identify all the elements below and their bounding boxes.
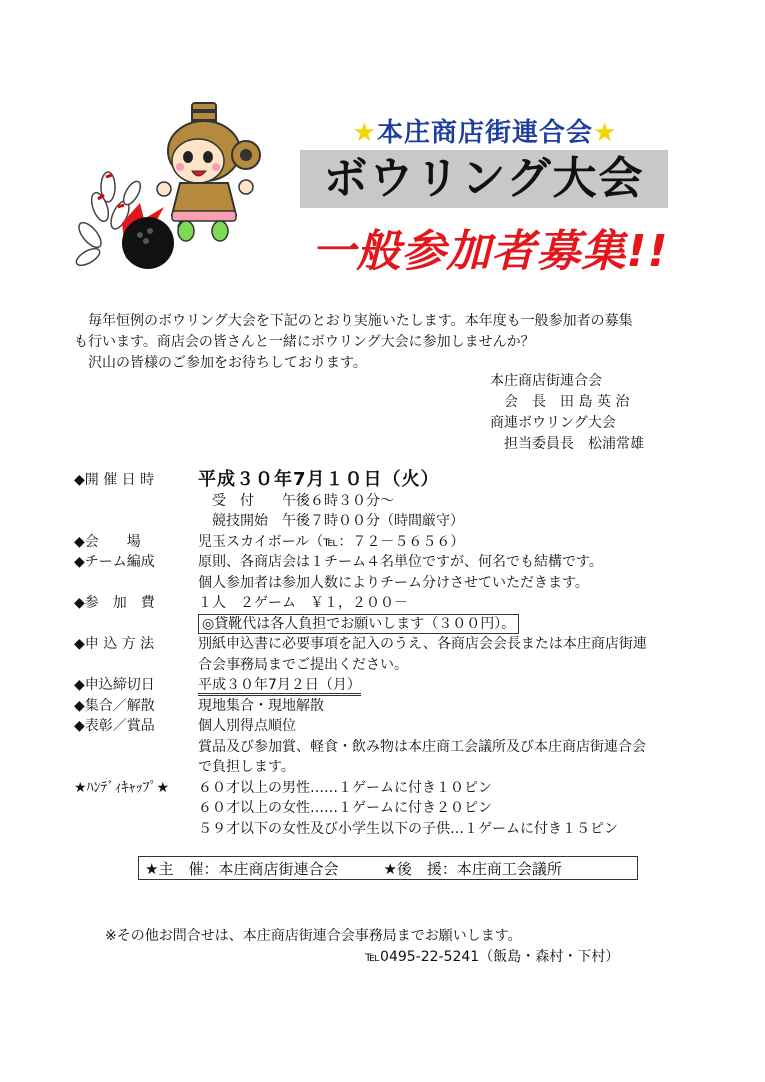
intro-line: も行います。商店会の皆さんと一緒にボウリング大会に参加しませんか？	[74, 334, 535, 350]
shoe-rental-note: ◎貸靴代は各人負担でお願いします（３００円）。	[198, 614, 519, 634]
signature-person: 担当委員長 松浦常雄	[490, 436, 644, 452]
fee-label: ◆参 加 費	[74, 595, 155, 611]
support-text: ★後 援：本庄商工会議所	[383, 860, 562, 878]
bowling-mascot-illustration	[60, 95, 290, 285]
detail-row-reception	[74, 491, 714, 532]
detail-row-fee	[74, 593, 714, 634]
gather-value: 現地集合・現地解散	[198, 697, 324, 714]
signature-org: 本庄商店街連合会	[490, 373, 602, 389]
venue-value: 児玉スカイボール（℡：７２－５６５６）	[198, 533, 465, 550]
reception-time: 受 付 午後６時３０分～	[198, 492, 394, 509]
award-line: 賞品及び参加賞、軽食・飲み物は本庄商工会議所及び本庄商店街連合会	[198, 738, 646, 755]
handicap-line: ６０才以上の男性……１ゲームに付き１０ピン	[198, 779, 492, 796]
contact-tel: ℡0495-22-5241（飯島・森村・下村）	[365, 949, 620, 965]
team-label: ◆チーム編成	[74, 554, 155, 570]
venue-label: ◆会 場	[74, 533, 141, 550]
organizer-title	[300, 112, 670, 149]
recruit-title: 一般参加者募集!!	[311, 226, 669, 277]
event-details	[74, 470, 714, 839]
date-label: ◆開 催 日 時	[74, 472, 155, 488]
signature-chair: 会 長 田 島 英 治	[490, 394, 630, 410]
apply-line: 別紙申込書に必要事項を記入のうえ、各商店会会長または本庄商店街連	[198, 636, 647, 652]
star-icon: ★	[352, 118, 377, 148]
event-title: ボウリング大会	[300, 150, 668, 208]
organizer-title-text: 本庄商店街連合会	[376, 118, 593, 148]
contact-note: ※その他お問合せは、本庄商店街連合会事務局までお願いします。	[105, 928, 522, 944]
signature-committee: 商連ボウリング大会	[490, 415, 616, 431]
host-text: ★主 催：本庄商店街連合会	[145, 860, 339, 878]
detail-row-venue	[74, 532, 714, 553]
detail-row-date	[74, 470, 714, 491]
team-line: 原則、各商店会は１チーム４名単位ですが、何名でも結構です。	[198, 554, 603, 570]
contact-block	[105, 926, 685, 968]
deadline-value: 平成３０年7月２日（月）	[198, 677, 361, 696]
star-icon: ★	[593, 118, 618, 148]
date-value: 平成３０年7月１０日（火）	[198, 469, 440, 490]
signature-block	[490, 371, 690, 455]
team-line: 個人参加者は参加人数によりチーム分けさせていただきます。	[198, 574, 589, 591]
award-line: で負担します。	[198, 759, 295, 775]
sponsor-box	[138, 856, 638, 880]
detail-row-apply	[74, 634, 714, 675]
deadline-label: ◆申込締切日	[74, 677, 155, 693]
award-label: ◆表彰／賞品	[74, 718, 155, 734]
gather-label: ◆集合／解散	[74, 697, 155, 714]
empty-label	[74, 491, 198, 532]
intro-line: 毎年恒例のボウリング大会を下記のとおり実施いたします。本年度も一般参加者の募集	[74, 313, 633, 329]
detail-row-handicap	[74, 778, 714, 840]
mascot-character-icon	[157, 103, 260, 241]
detail-row-award	[74, 716, 714, 778]
intro-line: 沢山の皆様のご参加をお待ちしております。	[74, 355, 367, 371]
intro-paragraph	[74, 311, 694, 374]
detail-row-gather	[74, 696, 714, 717]
detail-row-team	[74, 552, 714, 593]
handicap-label: ★ﾊﾝﾃﾞｨｷｬｯﾌﾟ★	[74, 779, 170, 796]
fee-value: １人 ２ゲーム ￥１，２００－	[198, 595, 408, 611]
apply-line: 合会事務局までご提出ください。	[198, 656, 408, 673]
apply-label: ◆申 込 方 法	[74, 636, 155, 652]
handicap-line: ５９才以下の女性及び小学生以下の子供…１ゲームに付き１５ピン	[198, 820, 618, 837]
sponsor-spacer	[338, 860, 383, 878]
start-time: 競技開始 午後７時００分（時間厳守）	[198, 513, 464, 529]
detail-row-deadline	[74, 675, 714, 696]
award-line: 個人別得点順位	[198, 718, 296, 734]
handicap-line: ６０才以上の女性……１ゲームに付き２０ピン	[198, 800, 492, 816]
